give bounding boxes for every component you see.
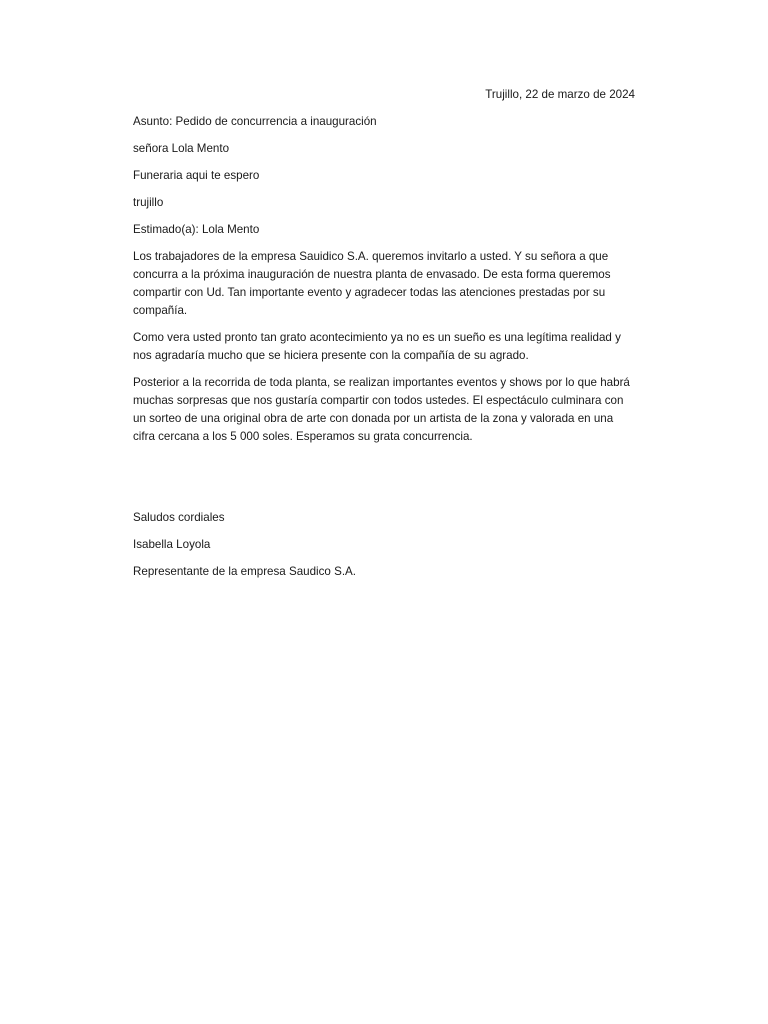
signer-name: Isabella Loyola <box>133 538 211 551</box>
body-paragraph-2: Como vera usted pronto tan grato acontecimiento ya no es un sueño es una legítima realidad y nos agradaría mucho que se hiciera presente con la compañía de su agrado. <box>133 331 621 362</box>
letter-closing: Saludos cordiales <box>133 511 225 524</box>
letter-greeting: Estimado(a): Lola Mento <box>133 223 260 236</box>
letter-body <box>133 86 635 590</box>
recipient-name: señora Lola Mento <box>133 142 230 155</box>
body-paragraph-3: Posterior a la recorrida de toda planta, se realizan importantes eventos y shows por lo que habrá muchas sorpresas que nos gustaría compartir con todos ustedes. El espectáculo culminara con un sorteo de una original obra de arte con donada por un artista de la zona y valorada en una cifra cercana a los 5 000 soles. Esperamos su grata concurrencia. <box>133 376 630 443</box>
recipient-city: trujillo <box>133 196 164 209</box>
letter-date: Trujillo, 22 de marzo de 2024 <box>485 88 635 101</box>
signature-spacer <box>133 455 635 509</box>
signer-title: Representante de la empresa Saudico S.A. <box>133 565 356 578</box>
letter-subject: Asunto: Pedido de concurrencia a inauguración <box>133 115 377 128</box>
recipient-company: Funeraria aqui te espero <box>133 169 260 182</box>
body-paragraph-1: Los trabajadores de la empresa Sauidico S.A. queremos invitarlo a usted. Y su señora a que concurra a la próxima inauguración de nuestra planta de envasado. De esta forma queremos compartir con Ud. Tan importante evento y agradecer todas las atenciones prestadas por su compañía. <box>133 250 611 317</box>
